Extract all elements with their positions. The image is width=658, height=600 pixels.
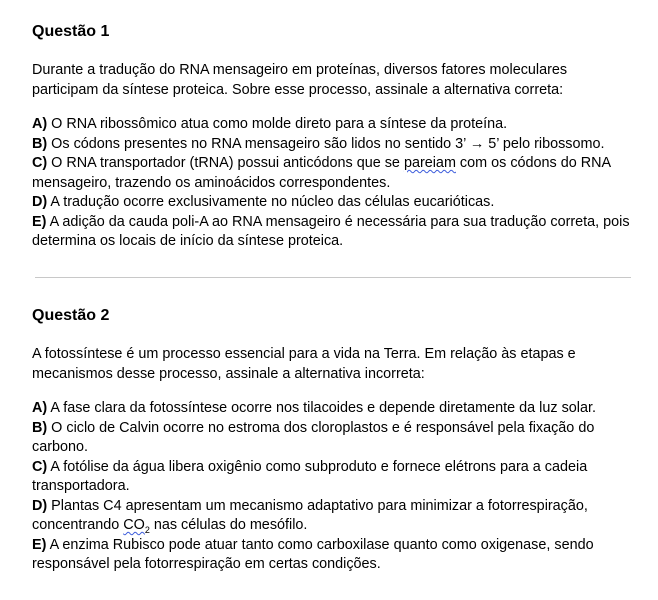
option-text: A fotólise da água libera oxigênio como subproduto e fornece elétrons para a cadeia transportadora. <box>32 458 588 494</box>
formula-base: CO <box>123 517 145 533</box>
q2-option-c <box>32 458 632 497</box>
option-text: A fase clara da fotossíntese ocorre nos tilacoides e depende diretamente da luz solar. <box>47 400 596 416</box>
q1-option-e <box>32 213 632 252</box>
option-text-pre: O RNA transportador (tRNA) possui anticódons que se <box>47 155 404 171</box>
option-letter: A) <box>32 400 48 416</box>
option-letter: D) <box>32 497 48 514</box>
q2-option-d <box>32 497 632 536</box>
question-1-options <box>32 115 632 252</box>
option-text: A adição da cauda poli-A ao RNA mensageiro é necessária para sua tradução correta, pois determina os locais de início da síntese proteica. <box>32 213 630 249</box>
option-letter: C) <box>32 458 48 475</box>
q1-option-a <box>32 115 632 135</box>
option-letter: E) <box>32 536 47 553</box>
question-2-stem: A fotossíntese é um processo essencial para a vida na Terra. Em relação às etapas e mecanismos desse processo, assinale a alternativa incorreta: <box>32 346 576 382</box>
q1-option-c <box>32 154 632 193</box>
spellcheck-word: pareiam <box>403 155 456 171</box>
q2-option-e <box>32 536 632 575</box>
option-letter: D) <box>32 194 48 210</box>
option-text-pre: Plantas C4 apresentam um mecanismo adaptativo para minimizar a fotorrespiração, concentrando <box>32 497 588 533</box>
option-text: O RNA ribossômico atua como molde direto para a síntese da proteína. <box>47 116 508 132</box>
option-text: A enzima Rubisco pode atuar tanto como carboxilase quanto como oxigenase, sendo responsável pela fotorrespiração em certas condições. <box>32 536 594 572</box>
q1-option-b <box>32 135 632 155</box>
formula-subscript: 2 <box>144 524 150 535</box>
option-text-post: nas células do mesófilo. <box>149 517 308 533</box>
option-letter: E) <box>32 213 47 230</box>
q2-option-a <box>32 399 632 419</box>
q2-option-b <box>32 419 632 458</box>
option-text-post: com os códons do RNA mensageiro, trazendo os aminoácidos correspondentes. <box>32 155 611 191</box>
section-divider <box>35 277 631 278</box>
option-letter: B) <box>32 419 48 436</box>
option-text: A tradução ocorre exclusivamente no núcleo das células eucarióticas. <box>47 194 495 210</box>
option-text: Os códons presentes no RNA mensageiro são lidos no sentido 3’ → 5’ pelo ribossomo. <box>47 135 605 152</box>
q1-option-d <box>32 193 632 213</box>
chemical-formula <box>123 517 150 533</box>
question-2-options <box>32 399 632 575</box>
option-letter: C) <box>32 155 48 171</box>
option-letter: B) <box>32 135 48 152</box>
option-text: O ciclo de Calvin ocorre no estroma dos cloroplastos e é responsável pela fixação do carbono. <box>32 419 595 455</box>
option-letter: A) <box>32 116 48 132</box>
question-2-title: Questão 2 <box>32 307 110 324</box>
question-1-title: Questão 1 <box>32 23 110 40</box>
question-1-stem: Durante a tradução do RNA mensageiro em proteínas, diversos fatores moleculares participam da síntese proteica. Sobre esse processo, assinale a alternativa correta: <box>32 62 568 98</box>
